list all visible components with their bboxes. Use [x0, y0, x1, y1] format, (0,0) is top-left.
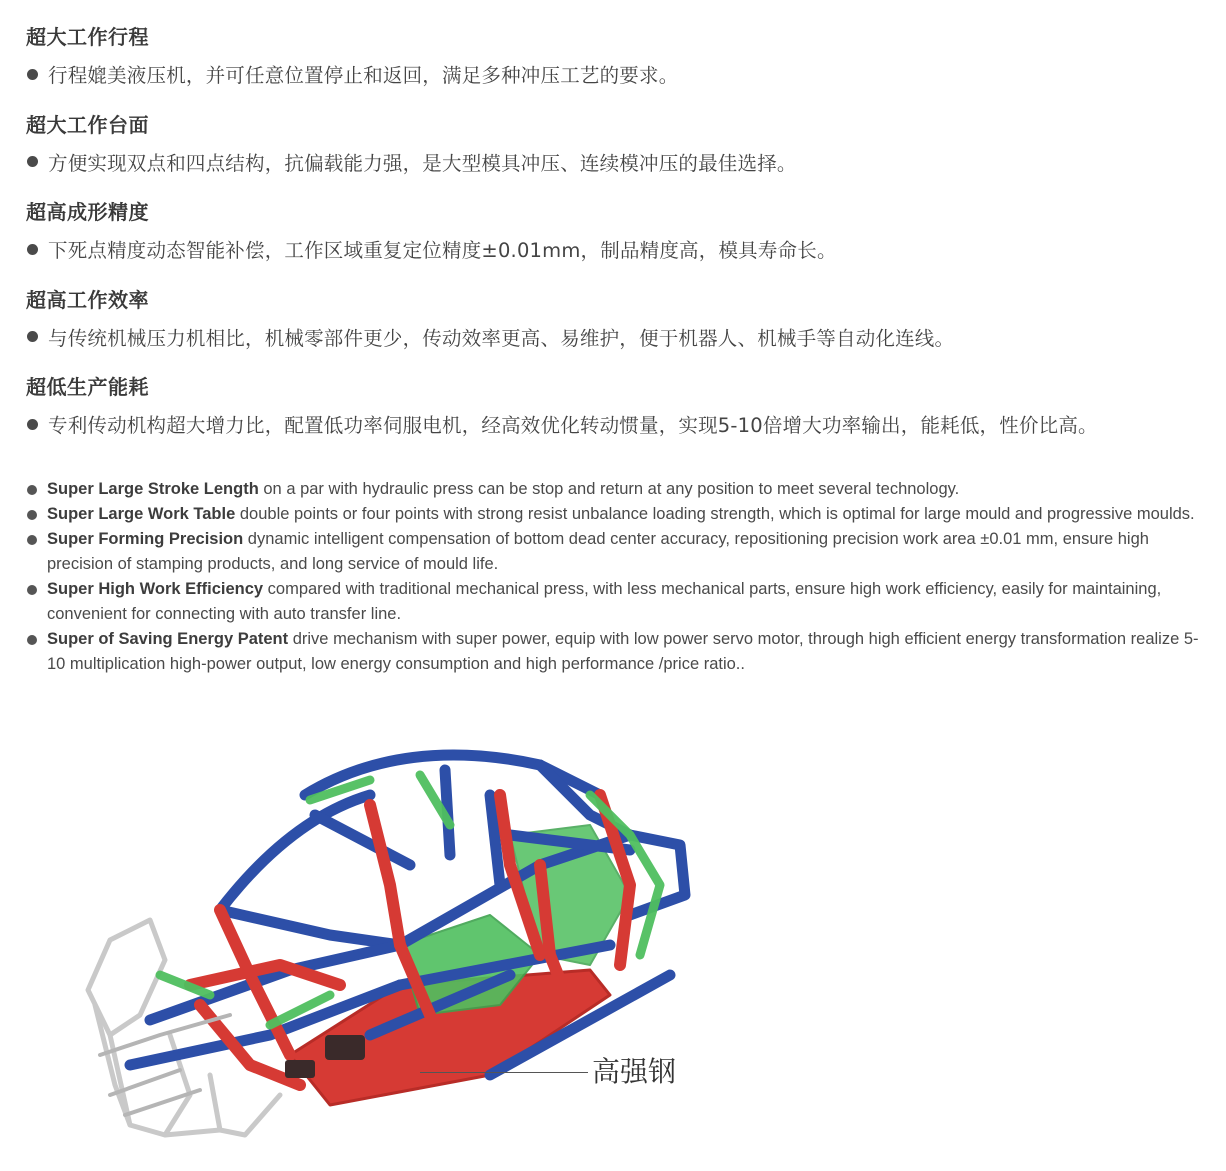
chinese-feature-list — [26, 22, 1221, 460]
car-body-illustration — [70, 735, 710, 1155]
cn-section-heading: 超大工作台面 — [26, 112, 149, 137]
en-item-text: dynamic intelligent compensation of bottom dead center accuracy, repositioning precision work area ±0.01 mm, ensure high precision of stamping products, and long service of mould life. — [47, 530, 1149, 573]
en-list-item — [27, 527, 1207, 577]
cn-section-text: 方便实现双点和四点结构，抗偏载能力强，是大型模具冲压、连续模冲压的最佳选择。 — [48, 151, 797, 175]
cn-section-heading: 超高工作效率 — [26, 287, 149, 312]
cn-section-item — [26, 59, 1221, 89]
cn-section-item — [26, 147, 1221, 177]
cn-section-heading: 超大工作行程 — [26, 25, 149, 49]
en-item-body — [47, 502, 1207, 527]
en-item-lead: Super of Saving Energy Patent — [47, 630, 289, 648]
en-item-text: on a par with hydraulic press can be stop and return at any position to meet several technology. — [258, 480, 960, 498]
bullet-icon — [27, 485, 37, 495]
bullet-icon — [27, 419, 38, 430]
car-body-frame-svg — [70, 735, 710, 1155]
en-list-item — [27, 502, 1207, 527]
cn-section-item — [26, 322, 1221, 352]
bullet-icon — [27, 156, 38, 167]
en-item-lead: Super High Work Efficiency — [47, 580, 264, 598]
cn-section — [26, 285, 1221, 373]
callout-line — [420, 1072, 588, 1073]
bullet-icon — [27, 331, 38, 342]
en-item-text: double points or four points with strong resist unbalance loading strength, which is optimal for large mould and progressive moulds. — [235, 505, 1195, 523]
en-item-text: drive mechanism with super power, equip with low power servo motor, through high efficient energy transformation realize 5-10 multiplication high-power output, low energy consumption and high performance /price ratio.. — [47, 630, 1199, 673]
en-list-item — [27, 627, 1207, 677]
cn-section-item — [26, 234, 1221, 264]
english-feature-list — [27, 477, 1207, 677]
cn-section — [26, 22, 1221, 110]
cn-section — [26, 110, 1221, 198]
bullet-icon — [27, 69, 38, 80]
en-item-body — [47, 577, 1207, 627]
cn-section-text: 行程媲美液压机，并可任意位置停止和返回，满足多种冲压工艺的要求。 — [48, 64, 679, 87]
en-list-item — [27, 577, 1207, 627]
cn-section — [26, 372, 1221, 460]
cn-section-text: 专利传动机构超大增力比，配置低功率伺服电机，经高效优化转动惯量，实现5-10倍增大功率输出，能耗低，性价比高。 — [48, 414, 1098, 437]
callout-label: 高强钢 — [592, 1055, 677, 1088]
cn-section-text: 下死点精度动态智能补偿，工作区域重复定位精度±0.01mm，制品精度高，模具寿命长。 — [48, 239, 837, 262]
bullet-icon — [27, 585, 37, 595]
bullet-icon — [27, 510, 37, 520]
cn-section — [26, 197, 1221, 285]
en-item-body — [47, 477, 1207, 502]
en-item-lead: Super Forming Precision — [47, 530, 244, 548]
en-item-body — [47, 527, 1207, 577]
cn-section-item — [26, 409, 1221, 439]
cn-section-text: 与传统机械压力机相比，机械零部件更少，传动效率更高、易维护，便于机器人、机械手等自动化连线。 — [48, 326, 955, 350]
cn-section-heading: 超高成形精度 — [26, 200, 149, 224]
bullet-icon — [27, 635, 37, 645]
en-item-lead: Super Large Work Table — [47, 505, 236, 523]
bullet-icon — [27, 535, 37, 545]
en-list-item — [27, 477, 1207, 502]
bullet-icon — [27, 244, 38, 255]
en-item-text: compared with traditional mechanical press, with less mechanical parts, ensure high work efficiency, easily for maintaining, convenient for connecting with auto transfer line. — [47, 580, 1162, 623]
cn-section-heading: 超低生产能耗 — [26, 375, 149, 399]
en-item-lead: Super Large Stroke Length — [47, 480, 259, 498]
en-item-body — [47, 627, 1207, 677]
